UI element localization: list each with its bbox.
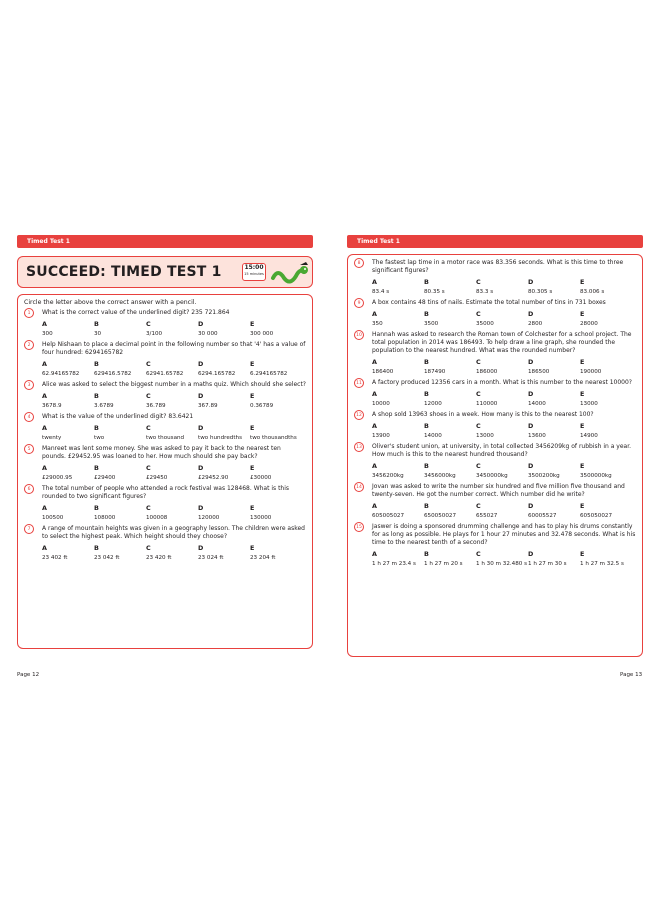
right-header-bar: Timed Test 1 [347,235,643,248]
question-text: A shop sold 13963 shoes in a week. How many is this to the nearest 100? [372,411,594,418]
answer-letter-e[interactable]: E [250,320,255,328]
answer-option: 3500 [424,321,439,327]
answer-letter-e[interactable]: E [250,424,255,432]
answer-letter-b[interactable]: B [424,278,429,286]
answer-letter-e[interactable]: E [580,278,585,286]
answer-letter-b[interactable]: B [94,320,99,328]
answer-letter-d[interactable]: D [198,544,204,552]
answer-option: 300 [42,331,53,337]
answer-letter-c[interactable]: C [476,310,481,318]
page-number-left: Page 12 [17,672,40,678]
answer-letter-b[interactable]: B [424,462,429,470]
question-text: A box contains 48 tins of nails. Estimate the total number of tins in 731 boxes [372,299,606,306]
answer-option: £29000.95 [42,475,73,481]
answer-letter-e[interactable]: E [580,310,585,318]
answer-letter-c[interactable]: C [146,424,151,432]
question-9 [354,299,636,327]
answer-option: 23 042 ft [94,555,120,561]
answer-option: 30 000 [198,331,218,337]
answer-letter-b[interactable]: B [94,464,99,472]
question-text: Manreet was lent some money. She was asked to pay it back to the nearest ten pounds. £29452.95 was loaned to her. How much should she pay back? [42,445,281,460]
answer-letter-d[interactable]: D [198,424,204,432]
answer-letter-c[interactable]: C [146,544,151,552]
answer-letter-a[interactable]: A [372,462,377,470]
answer-letter-c[interactable]: C [476,550,481,558]
answer-letter-b[interactable]: B [424,390,429,398]
answer-option: 1 h 30 m 32.480 s [476,561,528,567]
clock-time: 15:00 [244,264,264,271]
question-text: Help Nishaan to place a decimal point in the following number so that '4' has a value of four hundred: 6294165782 [42,341,306,356]
answer-letter-e[interactable]: E [580,550,585,558]
answer-option: 80.35 s [424,289,445,295]
answer-letter-d[interactable]: D [198,320,204,328]
answer-option: 14900 [580,433,598,439]
answer-option: 12000 [424,401,442,407]
answer-letter-a[interactable]: A [42,424,47,432]
answer-letter-c[interactable]: C [146,392,151,400]
answer-letter-a[interactable]: A [372,278,377,286]
answer-letter-b[interactable]: B [424,358,429,366]
question-10 [354,331,636,375]
answer-option: 83.006 s [580,289,605,295]
answer-option: two hundredths [198,435,242,441]
answer-option: 30 [94,331,102,337]
page-number-right: Page 13 [620,672,643,678]
answer-letter-d[interactable]: D [528,462,534,470]
question-text: A range of mountain heights was given in a geography lesson. The children were asked to select the highest peak. Which height should they choose? [42,525,305,540]
answer-option: £29450 [146,475,168,481]
question-number: 6 [24,484,34,494]
answer-option: 3456000kg [424,473,456,479]
right-question-box [347,254,643,657]
answer-option: 629416.5782 [94,371,132,377]
answer-letter-b[interactable]: B [424,422,429,430]
answer-letter-b[interactable]: B [94,392,99,400]
answer-option: twenty [42,435,62,441]
question-number: 1 [24,308,34,318]
question-number: 9 [354,298,364,308]
answer-letter-c[interactable]: C [476,278,481,286]
answer-option: 186000 [476,369,498,375]
answer-option: 108000 [94,515,116,521]
answer-option: 3678.9 [42,403,62,409]
answer-option: 60005527 [528,513,557,519]
question-text: Jaswer is doing a sponsored drumming challenge and has to play his drums constantly for as long as possible. He plays for 1 hour 27 minutes and 32.478 seconds. What is his time to the nearest tenth of a second? [372,523,636,546]
left-page [17,235,313,649]
answer-option: 605050027 [580,513,613,519]
answer-letter-c[interactable]: C [476,422,481,430]
question-number: 15 [354,522,364,532]
question-text: Alice was asked to select the biggest number in a maths quiz. Which should she select? [42,381,306,388]
answer-option: 3.6789 [94,403,114,409]
answer-letter-d[interactable]: D [528,278,534,286]
question-2 [24,341,306,377]
answer-option: 605005027 [372,513,405,519]
answer-letter-b[interactable]: B [94,360,99,368]
answer-letter-b[interactable]: B [94,424,99,432]
question-6 [24,485,306,521]
answer-letter-c[interactable]: C [476,390,481,398]
question-text: Jovan was asked to write the number six hundred and five million five thousand and twenty-seven. He got the number correct. Which number did he write? [372,483,625,498]
question-number: 8 [354,258,364,268]
answer-option: 1 h 27 m 20 s [424,561,463,567]
question-5 [24,445,306,481]
question-number: 12 [354,410,364,420]
answer-option: 23 402 ft [42,555,68,561]
answer-letter-e[interactable]: E [580,422,585,430]
answer-letter-b[interactable]: B [94,504,99,512]
answer-letter-d[interactable]: D [198,392,204,400]
answer-option: 110000 [476,401,498,407]
answer-option: 28000 [580,321,598,327]
answer-letter-b[interactable]: B [424,550,429,558]
answer-letter-e[interactable]: E [250,544,255,552]
answer-option: £29452.90 [198,475,229,481]
answer-option: 83.4 s [372,289,390,295]
answer-option: 1 h 27 m 30 s [528,561,567,567]
question-number: 4 [24,412,34,422]
answer-letter-e[interactable]: E [250,360,255,368]
question-14 [354,483,636,519]
answer-letter-a[interactable]: A [42,544,47,552]
answer-option: 10000 [372,401,390,407]
answer-option: 14000 [528,401,546,407]
answer-letter-c[interactable]: C [476,462,481,470]
question-12 [354,411,636,439]
answer-option: 23 420 ft [146,555,172,561]
answer-letter-d[interactable]: D [198,504,204,512]
answer-letter-d[interactable]: D [528,390,534,398]
answer-option: 2800 [528,321,543,327]
question-number: 3 [24,380,34,390]
title-box [17,256,313,288]
answer-letter-d[interactable]: D [528,502,534,510]
answer-option: 650050027 [424,513,457,519]
question-text: Oliver's student union, at university, in total collected 3456209kg of rubbish in a year. How much is this to the nearest hundred thousand? [372,443,632,458]
answer-letter-b[interactable]: B [94,544,99,552]
worm-mascot-icon [270,260,310,286]
answer-option: 35000 [476,321,494,327]
answer-option: 6.294165782 [250,371,288,377]
answer-letter-e[interactable]: E [580,462,585,470]
answer-option: 3456200kg [372,473,404,479]
question-number: 14 [354,482,364,492]
question-15 [354,523,636,567]
question-4 [24,413,306,441]
answer-letter-a[interactable]: A [42,360,47,368]
question-11 [354,379,636,407]
question-text: Hannah was asked to research the Roman town of Colchester for a school project. The total population in 2014 was 186493. To help draw a line graph, she rounded the population to the nearest hundred. What was the rounded number? [372,331,632,354]
answer-option: 100500 [42,515,64,521]
answer-option: 3500000kg [580,473,612,479]
answer-letter-a[interactable]: A [372,358,377,366]
answer-option: 187490 [424,369,446,375]
answer-letter-e[interactable]: E [580,390,585,398]
answer-letter-d[interactable]: D [198,464,204,472]
answer-option: 83.3 s [476,289,494,295]
question-text: What is the correct value of the underlined digit? 235 721.864 [42,309,230,316]
answer-option: 14000 [424,433,442,439]
answer-option: 23 204 ft [250,555,276,561]
answer-letter-d[interactable]: D [528,550,534,558]
answer-letter-a[interactable]: A [42,320,47,328]
answer-letter-a[interactable]: A [372,390,377,398]
question-text: A factory produced 12356 cars in a month. What is this number to the nearest 10000? [372,379,632,386]
answer-letter-d[interactable]: D [528,358,534,366]
answer-letter-d[interactable]: D [528,310,534,318]
answer-option: 0.36789 [250,403,274,409]
answer-letter-a[interactable]: A [42,504,47,512]
answer-letter-e[interactable]: E [580,358,585,366]
answer-option: 130000 [250,515,272,521]
answer-option: 13000 [580,401,598,407]
answer-letter-e[interactable]: E [250,504,255,512]
question-text: What is the value of the underlined digit? 83.6421 [42,413,194,420]
answer-letter-a[interactable]: A [372,550,377,558]
answer-option: £29400 [94,475,116,481]
answer-option: two thousandths [250,435,297,441]
answer-option: 62941.65782 [146,371,184,377]
clock-icon [242,263,266,281]
answer-letter-a[interactable]: A [42,464,47,472]
answer-letter-a[interactable]: A [372,310,377,318]
answer-option: 100008 [146,515,168,521]
answer-letter-c[interactable]: C [146,504,151,512]
answer-option: 62.94165782 [42,371,80,377]
answer-option: 367.89 [198,403,218,409]
answer-letter-b[interactable]: B [424,310,429,318]
question-text: The total number of people who attended a rock festival was 128468. What is this rounded to two significant figures? [42,485,290,500]
answer-option: 655027 [476,513,498,519]
question-number: 13 [354,442,364,452]
answer-option: 13900 [372,433,390,439]
answer-option: 23 024 ft [198,555,224,561]
answer-letter-a[interactable]: A [372,422,377,430]
left-header-bar: Timed Test 1 [17,235,313,248]
answer-option: two thousand [146,435,185,441]
answer-option: 13600 [528,433,546,439]
answer-letter-a[interactable]: A [372,502,377,510]
answer-letter-c[interactable]: C [476,502,481,510]
answer-option: 3/100 [146,331,163,337]
question-number: 7 [24,524,34,534]
answer-letter-d[interactable]: D [528,422,534,430]
answer-letter-b[interactable]: B [424,502,429,510]
answer-letter-e[interactable]: E [250,464,255,472]
question-text: The fastest lap time in a motor race was 83.356 seconds. What is this time to three significant figures? [372,259,624,274]
clock-label: 15 minutes [244,272,264,276]
answer-option: two [94,435,105,441]
answer-letter-e[interactable]: E [250,392,255,400]
answer-option: 80.305 s [528,289,553,295]
answer-option: 3500200kg [528,473,560,479]
answer-letter-d[interactable]: D [198,360,204,368]
answer-letter-c[interactable]: C [146,360,151,368]
instructions: Circle the letter above the correct answer with a pencil. [24,299,197,306]
question-1 [24,309,306,337]
left-question-box [17,294,313,649]
question-3 [24,381,306,409]
answer-letter-a[interactable]: A [42,392,47,400]
answer-letter-e[interactable]: E [580,502,585,510]
answer-option: 350 [372,321,383,327]
answer-option: 1 h 27 m 32.5 s [580,561,624,567]
page-title: SUCCEED: TIMED TEST 1 [26,264,222,280]
answer-letter-c[interactable]: C [146,464,151,472]
question-8 [354,259,636,295]
answer-option: 13000 [476,433,494,439]
question-7 [24,525,306,561]
answer-option: 186400 [372,369,394,375]
answer-option: 1 h 27 m 23.4 s [372,561,416,567]
answer-option: 300 000 [250,331,274,337]
right-page [347,235,643,657]
answer-option: 3450000kg [476,473,508,479]
answer-letter-c[interactable]: C [146,320,151,328]
answer-option: £30000 [250,475,272,481]
answer-option: 190000 [580,369,602,375]
question-number: 2 [24,340,34,350]
answer-option: 36.789 [146,403,166,409]
answer-option: 6294.165782 [198,371,236,377]
question-13 [354,443,636,479]
answer-option: 120000 [198,515,220,521]
answer-option: 186500 [528,369,550,375]
answer-letter-c[interactable]: C [476,358,481,366]
question-number: 5 [24,444,34,454]
question-number: 11 [354,378,364,388]
question-number: 10 [354,330,364,340]
